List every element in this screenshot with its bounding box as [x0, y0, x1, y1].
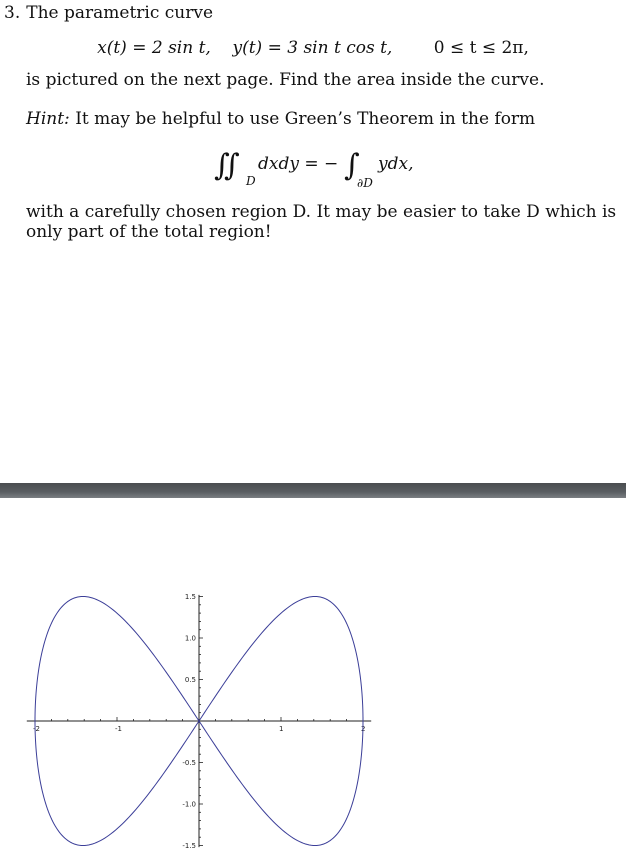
double-integral-region: D [246, 174, 256, 188]
y-equation: y(t) = 3 sin t cos t, [232, 38, 393, 58]
y-tick-label: -1.0 [182, 800, 196, 809]
graph-page [0, 498, 626, 864]
line-integral-expression: ydx, [378, 154, 414, 174]
problem-intro: The parametric curve [26, 3, 214, 23]
y-tick-label: -0.5 [182, 759, 196, 767]
greens-theorem-equation [0, 146, 626, 194]
y-tick-label: 1.0 [184, 634, 196, 643]
problem-line-4: with a carefully chosen region D. It may be easier to take D which is [26, 202, 617, 222]
x-tick-label: 2 [361, 725, 366, 733]
parametric-curve-plot [0, 498, 626, 864]
x-tick-label: -1 [115, 725, 122, 733]
hint-text: It may be helpful to use Green’s Theorem in the form [75, 109, 536, 129]
problem-line-5: only part of the total region! [26, 222, 272, 242]
line-integral-boundary: ∂D [357, 176, 373, 190]
hint-label: Hint: [26, 109, 70, 129]
y-tick-label: 1.5 [184, 593, 196, 601]
page-divider [0, 483, 626, 498]
parametric-equation [0, 38, 626, 58]
problem-line-2: is pictured on the next page. Find the area inside the curve. [26, 70, 545, 90]
line-integral-symbol: ∫ [344, 148, 360, 183]
y-tick-label: 0.5 [184, 676, 196, 684]
double-integral-expression: dxdy = − [258, 154, 339, 174]
y-tick-label: -1.5 [182, 842, 196, 850]
double-integral-symbol: ∬ [214, 148, 240, 183]
x-tick-label: 1 [279, 725, 284, 733]
x-equation: x(t) = 2 sin t, [97, 38, 211, 58]
hint-line [26, 109, 535, 129]
x-tick-label: -2 [33, 725, 40, 733]
problem-heading [4, 3, 213, 23]
t-range: 0 ≤ t ≤ 2π, [433, 38, 529, 58]
problem-number: 3. [4, 3, 21, 23]
